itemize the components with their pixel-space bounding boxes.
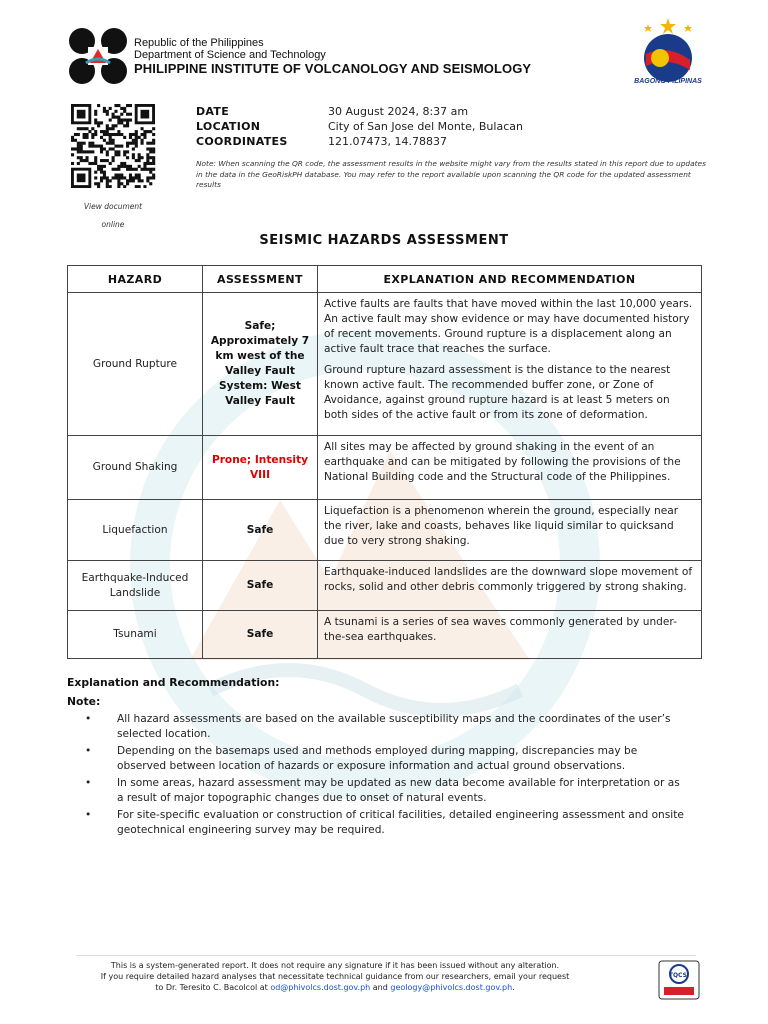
phivolcs-logo-icon — [68, 27, 128, 85]
explanation-cell — [318, 611, 702, 659]
assessment-cell: Safe — [203, 611, 318, 659]
explanation-heading: Explanation and Recommendation: — [67, 676, 280, 689]
location-value: City of San Jose del Monte, Bulacan — [328, 120, 523, 133]
explanation-paragraph: Earthquake-induced landslides are the downward slope movement of rocks, solid and other debris commonly triggered by strong shaking. — [324, 566, 693, 593]
hazard-cell: Liquefaction — [68, 500, 203, 561]
column-header-hazard: HAZARD — [68, 266, 203, 293]
table-row — [68, 436, 702, 500]
footer-line3 — [60, 982, 610, 993]
bullet-icon: • — [85, 809, 92, 821]
qr-note: Note: When scanning the QR code, the assessment results in the website might vary from the results stated in this report due to updates in the data in the GeoRiskPH database. You may refer to the report available upon scanning the QR code for the updated assessment results — [196, 159, 706, 189]
assessment-cell: Safe — [203, 500, 318, 561]
coordinates-value: 121.07473, 14.78837 — [328, 135, 447, 148]
footer-line3-and: and — [372, 983, 388, 992]
date-value: 30 August 2024, 8:37 am — [328, 105, 469, 118]
coordinates-label: COORDINATES — [196, 135, 288, 148]
explanation-cell — [318, 436, 702, 500]
table-row — [68, 500, 702, 561]
footer-line3-prefix: to Dr. Teresito C. Bacolcol at — [155, 983, 268, 992]
assessment-cell: Safe — [203, 561, 318, 611]
qr-caption-line1: View document — [83, 202, 143, 211]
iso-certification-icon — [658, 960, 700, 1000]
location-label: LOCATION — [196, 120, 261, 133]
footer-divider — [76, 955, 696, 956]
explanation-paragraph: All sites may be affected by ground shaking in the event of an earthquake and can be mitigated by following the provisions of the National Building code and the Structural code of the Philippines. — [324, 441, 681, 483]
footer-line2: If you require detailed hazard analyses that necessitate technical guidance from our researchers, email your request — [100, 972, 570, 981]
header-line-dost: Department of Science and Technology — [134, 49, 326, 61]
note-text: In some areas, hazard assessment may be updated as new data become available for interpretation or as a result of major topographic changes due to onset of natural events. — [117, 777, 680, 804]
bullet-icon: • — [85, 745, 92, 757]
assessment-cell: Safe; Approximately 7 km west of the Valley Fault System: West Valley Fault — [203, 293, 318, 436]
explanation-cell — [318, 293, 702, 436]
notes-list — [67, 712, 687, 840]
report-meta — [196, 104, 523, 149]
explanation-paragraph: A tsunami is a series of sea waves commonly generated by under-the-sea earthquakes. — [324, 616, 677, 643]
explanation-cell — [318, 500, 702, 561]
list-item — [67, 808, 687, 838]
hazards-table — [67, 265, 702, 659]
explanation-paragraph: Ground rupture hazard assessment is the distance to the nearest known active fault. The recommended buffer zone, or Zone of Avoidance, against ground rupture hazard is at least 5 meters on both sides of the active fault or from its zone of deformation. — [324, 364, 671, 421]
explanation-paragraph: Active faults are faults that have moved within the last 10,000 years. An active fault may show evidence or may have documented history of recent movements. Ground rupture is a displacement along an active fault trace that reaches the surface. — [324, 298, 693, 355]
list-item — [67, 744, 687, 774]
bullet-icon: • — [85, 713, 92, 725]
page-title: SEISMIC HAZARDS ASSESSMENT — [259, 233, 509, 248]
list-item — [67, 712, 687, 742]
list-item — [67, 776, 687, 806]
hazard-cell: Tsunami — [68, 611, 203, 659]
qr-caption — [68, 198, 158, 234]
bullet-icon: • — [85, 777, 92, 789]
email-link-geology[interactable]: geology@phivolcs.dost.gov.ph — [390, 983, 513, 992]
qr-caption-line2: online — [101, 220, 125, 229]
table-row — [68, 293, 702, 436]
iso-label: TQCSI — [668, 972, 690, 979]
table-header-row — [68, 266, 702, 293]
email-link-od[interactable]: od@phivolcs.dost.gov.ph — [270, 983, 371, 992]
assessment-cell-prone: Prone; Intensity VIII — [203, 436, 318, 500]
bagong-pilipinas-label: BAGONG PILIPINAS — [634, 78, 702, 85]
agency-header — [134, 37, 531, 76]
footer — [60, 960, 610, 993]
hazard-cell: Ground Shaking — [68, 436, 203, 500]
hazard-cell: Ground Rupture — [68, 293, 203, 436]
hazard-cell: Earthquake-Induced Landslide — [68, 561, 203, 611]
note-text: Depending on the basemaps used and methods employed during mapping, discrepancies may be observed between location of hazards or exposure information and actual ground observations. — [117, 745, 638, 772]
column-header-explanation: EXPLANATION AND RECOMMENDATION — [318, 266, 702, 293]
table-row — [68, 611, 702, 659]
explanation-paragraph: Liquefaction is a phenomenon wherein the ground, especially near the river, lake and coasts, behaves like liquid similar to quicksand due to very strong shaking. — [324, 505, 679, 547]
footer-line1: This is a system-generated report. It does not require any signature if it has been issued without any alteration. — [110, 961, 560, 970]
explanation-cell — [318, 561, 702, 611]
date-label: DATE — [196, 105, 230, 118]
header-line-phivolcs: PHILIPPINE INSTITUTE OF VOLCANOLOGY AND SEISMOLOGY — [134, 61, 532, 76]
qr-code-icon[interactable] — [68, 104, 158, 188]
table-row — [68, 561, 702, 611]
header-line-republic: Republic of the Philippines — [134, 37, 264, 49]
note-text: For site-specific evaluation or construction of critical facilities, detailed engineering assessment and onsite geotechnical engineering survey may be required. — [117, 809, 684, 836]
note-text: All hazard assessments are based on the available susceptibility maps and the coordinates of the user’s selected location. — [117, 713, 671, 740]
column-header-assessment: ASSESSMENT — [203, 266, 318, 293]
footer-line3-suffix: . — [512, 983, 515, 992]
note-heading: Note: — [67, 695, 101, 708]
